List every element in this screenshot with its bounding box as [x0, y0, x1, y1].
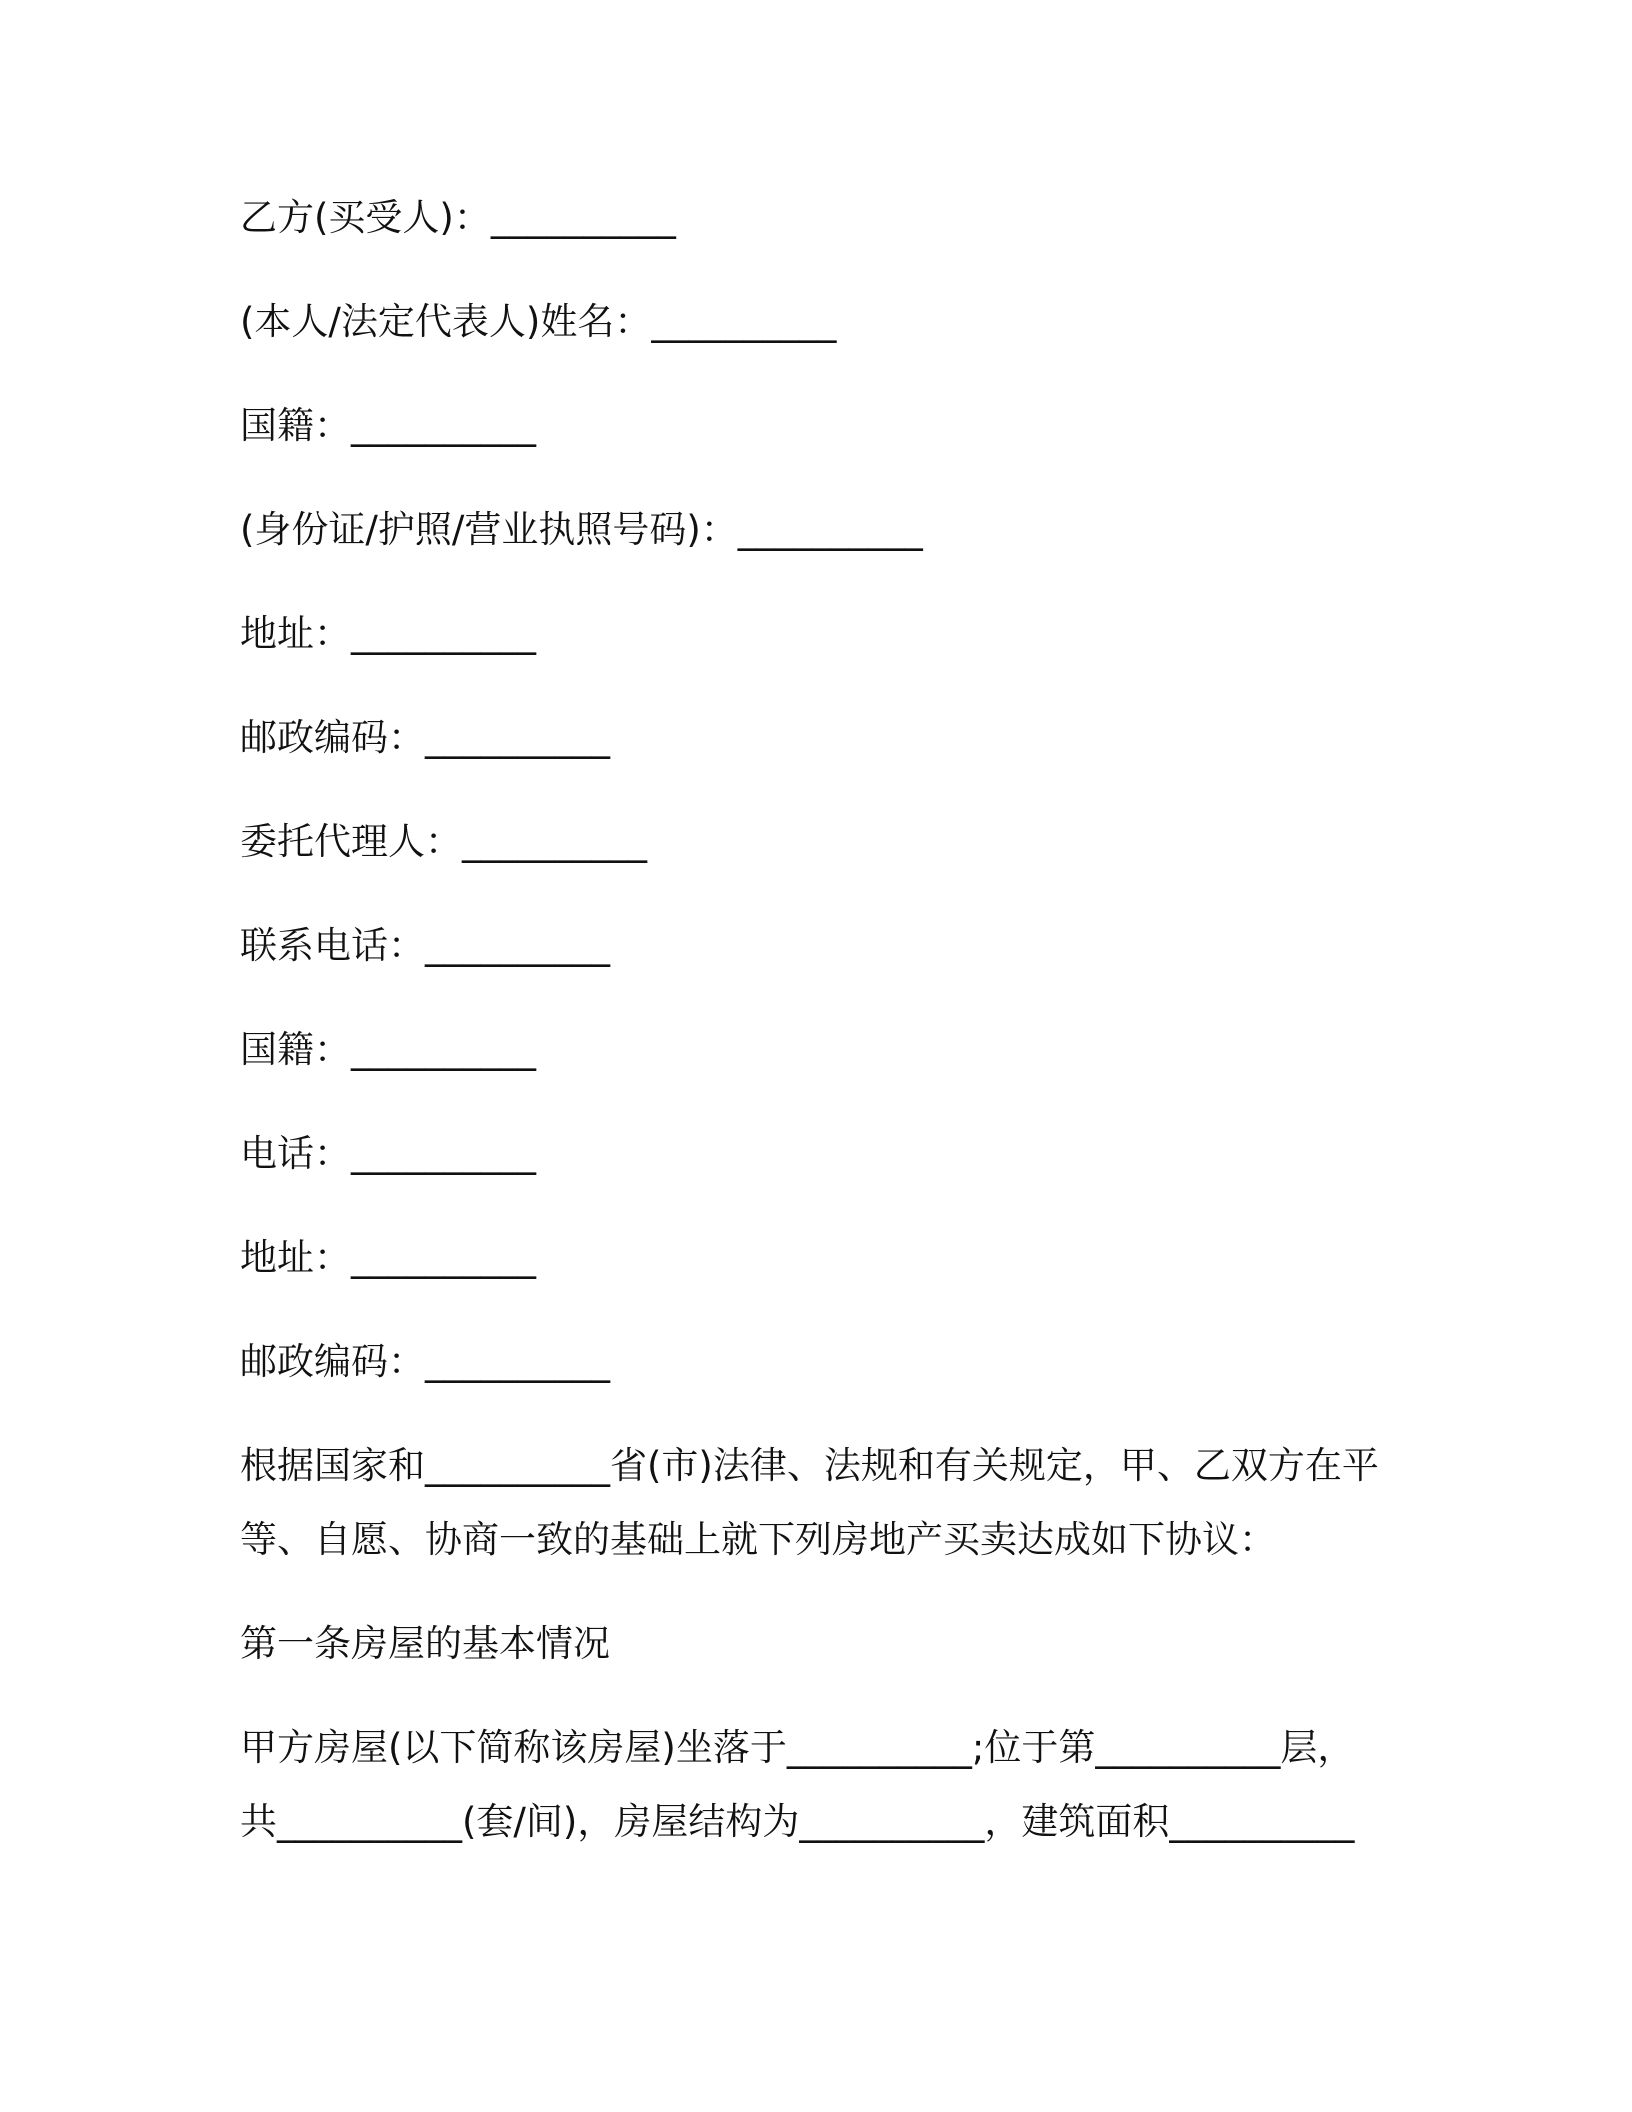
- agent-field: 委托代理人：__________: [240, 820, 647, 863]
- nationality-field: 国籍：__________: [240, 404, 536, 447]
- article-body-line-1: 甲方房屋(以下简称该房屋)坐落于__________;位于第__________层，: [240, 1726, 1355, 1769]
- agent-nationality-field: 国籍：__________: [240, 1028, 536, 1071]
- legal-representative-name-field: (本人/法定代表人)姓名：__________: [240, 300, 837, 343]
- agent-postal-code-field: 邮政编码：__________: [240, 1340, 610, 1383]
- intro-paragraph-line-2: 等、自愿、协商一致的基础上就下列房地产买卖达成如下协议：: [240, 1518, 1276, 1561]
- agent-phone-field: 电话：__________: [240, 1132, 536, 1175]
- article-body-line-2: 共__________(套/间)，房屋结构为__________，建筑面积__________: [240, 1800, 1355, 1843]
- contact-phone-field: 联系电话：__________: [240, 924, 610, 967]
- address-field: 地址：__________: [240, 612, 536, 655]
- agent-address-field: 地址：__________: [240, 1236, 536, 1279]
- postal-code-field: 邮政编码：__________: [240, 716, 610, 759]
- buyer-party-field: 乙方(买受人)：__________: [240, 196, 676, 239]
- intro-paragraph-line-1: 根据国家和__________省(市)法律、法规和有关规定，甲、乙双方在平: [240, 1444, 1379, 1487]
- id-number-field: (身份证/护照/营业执照号码)：__________: [240, 508, 923, 551]
- article-title: 第一条房屋的基本情况: [240, 1622, 610, 1665]
